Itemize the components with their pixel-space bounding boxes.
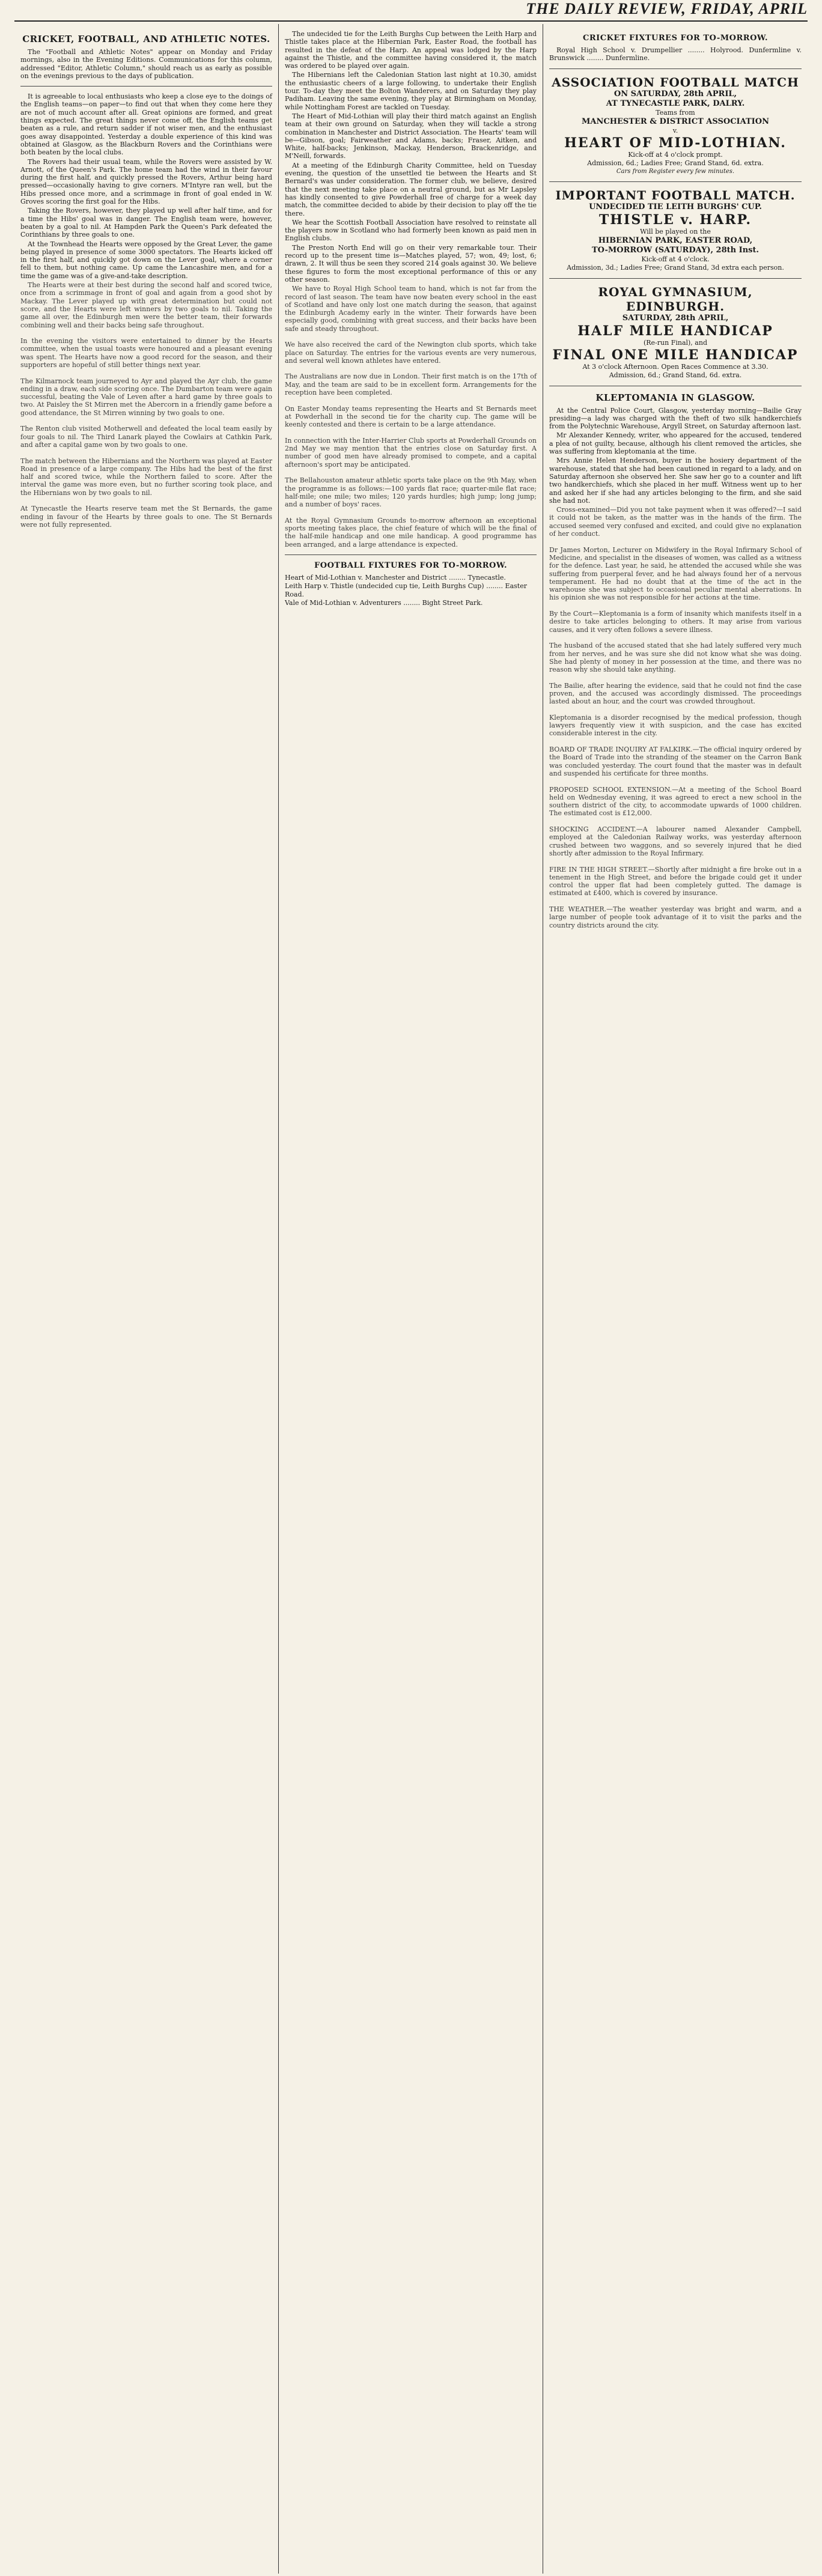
sports-notes-intro: The "Football and Athletic Notes" appear on Monday and Friday mornings, also in the Evening Editions. Communications for this column, addressed "Editor, Athletic Column," should reach us as early as possible on the evenings previous to the days of publication.: [20, 48, 272, 80]
fixture-item: Leith Harp v. Thistle (undecided cup tie, Leith Burghs Cup) ........ Easter Road.: [285, 582, 527, 598]
advert-admission: Admission, 6d.; Ladies Free; Grand Stand, 6d. extra.: [587, 159, 764, 167]
article-paragraph: It is agreeable to local enthusiasts who keep a close eye to the doings of the English teams—on paper—to find out that when they come here they are not of much account after all. Great opinions are formed, and great things expected. The great things never come off, the English teams get beaten as a rule, and return sadder if not wiser men, and the enthusiast goes away disappointed. Yesterday a double experience of this kind was obtained at Glasgow, as the Blackburn Rovers and the Corinthians were both beaten by the local clubs.: [20, 93, 272, 157]
advert-date: TO-MORROW (SATURDAY), 28th Inst.: [591, 245, 760, 255]
column-1: [14, 24, 279, 2574]
advert-team: HEART OF MID-LOTHIAN.: [564, 135, 787, 151]
masthead-title: THE DAILY REVIEW, FRIDAY, APRIL: [526, 0, 808, 17]
kleptomania-heading: KLEPTOMANIA IN GLASGOW.: [595, 392, 755, 403]
advert-line: Teams from: [656, 108, 695, 117]
cricket-fixtures-heading: CRICKET FIXTURES FOR TO-MORROW.: [582, 34, 769, 43]
article-paragraph: At the Townhead the Hearts were opposed by the Great Lever, the game being played in presence of some 3000 spectators. The Hearts kicked off in the first half, and quickly got down on the Lever goal, where a corner fell to them, but nothing came. Up came the Lancashire men, and for a time the game was of a give-and-take description.: [20, 240, 272, 280]
divider: [549, 278, 802, 279]
advert-event: HALF MILE HANDICAP: [577, 323, 773, 339]
advert-title: ROYAL GYMNASIUM, EDINBURGH.: [598, 284, 753, 314]
article-paragraph: We hear the Scottish Football Association have resolved to reinstate all the players now in Scotland who had formerly been known as paid men in English clubs.: [285, 218, 537, 243]
columns: [14, 24, 808, 2574]
article-paragraph: The Hibernians left the Caledonian Station last night at 10.30, amidst the enthusiastic cheers of a large following, to undertake their English tour. To-day they meet the Bolton Wanderers, and on Saturday they play Padiham. Leaving the same evening, they play at Birmingham on Monday, while Nottingham Forest are tackled on Tuesday.: [285, 71, 537, 111]
advert-ground: HIBERNIAN PARK, EASTER ROAD,: [598, 235, 753, 245]
advert-line: AT TYNECASTLE PARK, DALRY.: [606, 99, 745, 108]
article-paragraph: At a meeting of the Edinburgh Charity Committee, held on Tuesday evening, the question of the unsettled tie between the Hearts and St Bernard's was under consideration. The former club, we believe, desired that the next meeting take place on a neutral ground, but as Mr Lapsley has kindly consented to give Powderhall free of charge for a week day match, the committee decided to abide by their decision to play off the tie there.: [285, 161, 537, 217]
sports-notes-heading: CRICKET, FOOTBALL, AND ATHLETIC NOTES.: [22, 34, 270, 44]
advert-event: FINAL ONE MILE HANDICAP: [552, 347, 799, 363]
article-paragraph: At the Central Police Court, Glasgow, yesterday morning—Bailie Gray presiding—a lady was charged with the theft of two silk handkerchiefs from the Polytechnic Warehouse, Argyll Street, on Saturday afternoon last.: [549, 406, 802, 431]
article-body: The Hearts were at their best during the second half and scored twice, once from a scrimmage in front of goal and again from a good shot by Mackay. The Lever played up with great determination but could not score, and the Hearts were left winners by two goals to nil. Taking the game all over, the Edinburgh men were the better team, their forwards combining well and their backs being safe throughout. In the evening the visitors were entertained to dinner by the Hearts committee, when the usual toasts were honoured and a pleasant evening was spent. The Hearts have now a good record for the season, and their supporters are hopeful of still better things next year. The Kilmarnock team journeyed to Ayr and played the Ayr club, the game ending in a draw, each side scoring once. The Dumbarton team were again successful, beating the Vale of Leven after a hard game by three goals to two. At Paisley the St Mirren met the Abercorn in a friendly game before a good attendance, the St Mirren winning by two goals to one. The Renton club visited Motherwell and defeated the local team easily by four goals to nil. The Third Lanark played the Cowlairs at Cathkin Park, and after a capital game won by two goals to one. The match between the Hibernians and the Northern was played at Easter Road in presence of a large company. The Hibs had the best of the first half and scored twice, while the Northern failed to score. After the interval the game was more even, but no further scoring took place, and the Hibernians won by two goals to nil. At Tynecastle the Hearts reserve team met the St Bernards, the game ending in favour of the Hearts by three goals to one. The St Bernards were not fully represented.: [20, 281, 272, 529]
advert-line: (Re-run Final), and: [643, 338, 707, 347]
article-body: We have to Royal High School team to hand, which is not far from the record of last season. The team have now beaten every school in the east of Scotland and have only lost one match during the season, that against the Edinburgh Academy early in the winter. Their forwards have been especially good, combining with great success, and their backs have been safe and steady throughout. We have also received the card of the Newington club sports, which take place on Saturday. The entries for the various events are very numerous, and several well known athletes have entered. The Australians are now due in London. Their first match is on the 17th of May, and the team are said to be in excellent form. Arrangements for the reception have been completed. On Easter Monday teams representing the Hearts and St Bernards meet at Powderhall in the second tie for the charity cup. The game will be keenly contested and there is certain to be a large attendance. In connection with the Inter-Harrier Club sports at Powderhall Grounds on 2nd May we may mention that the entries close on Saturday first. A number of good men have already promised to compete, and a capital afternoon's sport may be anticipated. The Bellahouston amateur athletic sports take place on the 9th May, when the programme is as follows:—100 yards flat race; quarter-mile flat race; half-mile; one mile; two miles; 120 yards hurdles; high jump; long jump; and a number of boys' races. At the Royal Gymnasium Grounds to-morrow afternoon an exceptional sports meeting takes place, the chief feature of which will be the final of the half-mile handicap and one mile handicap. A good programme has been arranged, and a large attendance is expected.: [285, 285, 537, 548]
advert-important-match: [549, 188, 802, 272]
divider: [549, 68, 802, 69]
advert-association-match: [549, 75, 802, 175]
advert-note: Cars from Register every few minutes.: [616, 168, 735, 175]
advert-line: UNDECIDED TIE LEITH BURGHS' CUP.: [589, 202, 762, 211]
advert-team: MANCHESTER & DISTRICT ASSOCIATION: [582, 117, 769, 126]
article-paragraph: Mr Alexander Kennedy, writer, who appeared for the accused, tendered a plea of not guilty, because, although his client removed the articles, she was suffering from kleptomania at the time.: [549, 431, 802, 456]
advert-kickoff: Kick-off at 4 o'clock prompt.: [628, 150, 723, 159]
fixture-item: Vale of Mid-Lothian v. Adventurers ........ Bight Street Park.: [285, 599, 483, 607]
advert-line: SATURDAY, 28th APRIL,: [622, 313, 729, 323]
advert-line: Will be played on the: [640, 227, 711, 235]
divider: [285, 554, 537, 555]
football-fixtures-list: [285, 574, 537, 607]
article-paragraph: The Preston North End will go on their very remarkable tour. Their record up to the present time is—Matches played, 57; won, 49; lost, 6; drawn, 2. It will thus be seen they scored 214 goals against 30. We believe these figures to form the most exceptional performance of this or any other season.: [285, 243, 537, 284]
article-paragraph: Mrs Annie Helen Henderson, buyer in the hosiery department of the warehouse, stated that she had been cautioned in regard to a lady, and on Saturday afternoon she observed her. She saw her go to a counter and lift two handkerchiefs, which she placed in her muff. Witness went up to her and asked her if she had any articles belonging to the firm, and she said she had not.: [549, 457, 802, 505]
advert-title: ASSOCIATION FOOTBALL MATCH: [552, 74, 799, 90]
article-paragraph: The Rovers had their usual team, while the Rovers were assisted by W. Arnott, of the Queen's Park. The home team had the wind in their favour during the first half, and quickly pressed the Rovers, Arthur being hard pressed—occasionally having to give corners. M'Intyre ran well, but the Hibs pressed once more, and a scrimmage in front of goal ended in W. Groves scoring the first goal for the Hibs.: [20, 157, 272, 206]
advert-team: THISTLE v. HARP.: [598, 211, 752, 228]
article-paragraph: The undecided tie for the Leith Burghs Cup between the Leith Harp and Thistle takes place at the Hibernian Park, Easter Road, the football has resulted in the defeat of the Harp. An appeal was lodged by the Harp against the Thistle, and the committee having considered it, the match was ordered to be played over again.: [285, 30, 537, 70]
fixture-item: Heart of Mid-Lothian v. Manchester and District ........ Tynecastle.: [285, 574, 506, 582]
advert-admission: Admission, 6d.; Grand Stand, 6d. extra.: [609, 371, 742, 379]
advert-line: At 3 o'clock Afternoon. Open Races Commence at 3.30.: [582, 362, 769, 371]
cricket-fixtures-line: Royal High School v. Drumpellier ........ Holyrood. Dunfermline v. Brunswick ........ Dunfermline.: [549, 46, 802, 62]
divider: [549, 181, 802, 182]
advert-vs: v.: [672, 126, 678, 135]
divider: [20, 86, 272, 87]
advert-royal-gymnasium: [549, 285, 802, 380]
football-fixtures-heading: FOOTBALL FIXTURES FOR TO-MORROW.: [314, 561, 507, 570]
article-paragraph: Taking the Rovers, however, they played up well after half time, and for a time the Hibs' goal was in danger. The English team were, however, beaten by a goal to nil. At Hampden Park the Queen's Park defeated the Corinthians by three goals to one.: [20, 207, 272, 239]
advert-admission: Admission, 3d.; Ladies Free; Grand Stand, 3d extra each person.: [567, 263, 784, 272]
advert-line: ON SATURDAY, 28th APRIL,: [613, 89, 737, 99]
advert-kickoff: Kick-off at 4 o'clock.: [641, 255, 710, 263]
advert-title: IMPORTANT FOOTBALL MATCH.: [555, 187, 796, 202]
column-2: [279, 24, 543, 2574]
column-3: [543, 24, 808, 2574]
article-body: Cross-examined—Did you not take payment when it was offered?—I said it could not be taken, as the matter was in the hands of the firm. The accused seemed very confused and excited, and could give no explanation of her conduct. Dr James Morton, Lecturer on Midwifery in the Royal Infirmary School of Medicine, and specialist in the diseases of women, was called as a witness for the defence. Last year, he said, he attended the accused while she was suffering from puerperal fever, and he had always found her of a nervous temperament. He had no doubt that at the time of the act in the warehouse she was subject to occasional peculiar mental aberrations. In his opinion she was not responsible for her actions at the time. By the Court—Kleptomania is a form of insanity which manifests itself in a desire to take articles belonging to others. It may arise from various causes, and it very often follows a severe illness. The husband of the accused stated that she had lately suffered very much from her nerves, and he was sure she did not know what she was doing. She had plenty of money in her possession at the time, and there was no reason why she should take anything. The Bailie, after hearing the evidence, said that he could not find the case proven, and the accused was accordingly dismissed. The proceedings lasted about an hour, and the court was crowded throughout. Kleptomania is a disorder recognised by the medical profession, though lawyers frequently view it with suspicion, and the case has excited considerable interest in the city. BOARD OF TRADE INQUIRY AT FALKIRK.—The official inquiry ordered by the Board of Trade into the stranding of the steamer on the Carron Bank was concluded yesterday. The court found that the master was in default and suspended his certificate for three months. PROPOSED SCHOOL EXTENSION.—At a meeting of the School Board held on Wednesday evening, it was agreed to erect a new school in the southern district of the city, to accommodate upwards of 1000 children. The estimated cost is £12,000. SHOCKING ACCIDENT.—A labourer named Alexander Campbell, employed at the Caledonian Railway works, was yesterday afternoon crushed between two waggons, and so severely injured that he died shortly after admission to the Royal Infirmary. FIRE IN THE HIGH STREET.—Shortly after midnight a fire broke out in a tenement in the High Street, and before the brigade could get it under control the upper flat had been completely gutted. The damage is estimated at £400, which is covered by insurance. THE WEATHER.—The weather yesterday was bright and warm, and a large number of people took advantage of it to visit the parks and the country districts around the city.: [549, 506, 802, 929]
article-paragraph: The Heart of Mid-Lothian will play their third match against an English team at their own ground on Saturday, when they will tackle a strong combination in Manchester and District Association. The Hearts' team will be—Gibson, goal; Fairweather and Adams, backs; Fraser, Aitken, and White, half-backs; Jenkinson, Mackay, Henderson, Brackenridge, and M'Neill, forwards.: [285, 112, 537, 160]
masthead: [14, 0, 808, 22]
